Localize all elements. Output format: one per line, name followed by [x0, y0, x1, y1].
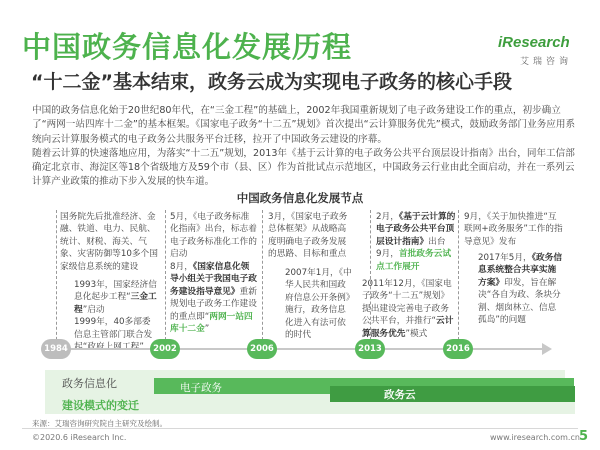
page-number: 5 — [579, 429, 589, 444]
milestone-2013-top — [376, 211, 456, 273]
milestone-2013-bottom — [362, 278, 454, 340]
page-subtitle: “十二金”基本结束，政务云成为实现电子政务的核心手段 — [31, 71, 512, 93]
milestone-1984-top: 国务院先后批准经济、金融、铁道、电力、民航、统计、财税、海关、气象、灾害防御等10多个国家级信息系统的建设 — [60, 212, 158, 272]
milestone-text: 9月， — [376, 249, 399, 260]
logo-brand: iResearch — [498, 34, 570, 51]
milestone-highlight: 两网一站四库十二金 — [170, 311, 253, 335]
milestone-bold: 《国家信息化领导小组关于我国电子政务建设指导意见》 — [170, 262, 257, 297]
milestone-bold: 《政务信息系统整合共享实施方案》 — [478, 253, 563, 288]
milestone-2002-bottom — [170, 261, 258, 335]
milestone-1984-bottom — [74, 279, 158, 353]
page-title: 中国政务信息化发展历程 — [22, 30, 353, 64]
year-marker-2016: 2016 — [443, 339, 473, 359]
milestone-text: 8月， — [170, 262, 193, 272]
milestone-text: 出台 — [428, 236, 446, 247]
copyright: ©2020.6 iResearch Inc. — [32, 433, 127, 442]
milestone-2002-top: 5月，《电子政务标准化指南》出台，标志着电子政务标准化工作的启动 — [170, 212, 257, 260]
milestone-bold: 三金工程 — [74, 292, 157, 315]
footer-divider — [22, 428, 578, 429]
source-note: 来源：艾瑞咨询研究院自主研究及绘制。 — [32, 419, 167, 428]
iresearch-logo — [498, 34, 582, 70]
logo-cn: 艾瑞咨询 — [520, 57, 573, 67]
milestone-text: 2011年12月，《国家电子政务“十二五”规划》提出建设完善电子政务公共平台，并推行“ — [362, 279, 452, 327]
era-label-govcloud: 政务云 — [384, 389, 416, 401]
intro-paragraph: 中国的政务信息化始于20世纪80年代，在“三金工程”的基础上，2002年我国重新规划了电子政务建设工作的重点，初步确立了“两网一站四库十二金”的基本框架。《国家电子政务“十二五”规划》首次提出“云计算服务优先”模式，鼓励政务部门业务应用系统向云计算服务模式的电子政务公共服务平台迁移，拉开了中国政务云建设的序幕。 — [32, 105, 576, 145]
milestone-text: 印发，旨在解决“各自为政、条块分割、烟囱林立、信息孤岛”的问题 — [478, 277, 561, 326]
era-label-egov: 电子政务 — [180, 382, 222, 394]
timeline-title: 中国政务信息化发展节点 — [236, 191, 364, 205]
era-bar-govcloud — [330, 386, 575, 402]
milestone-text: 2月， — [376, 212, 399, 222]
era-label-informatization: 政务信息化 — [62, 377, 117, 390]
milestone-text: ” — [204, 324, 210, 335]
intro-text — [32, 104, 578, 190]
intro-paragraph: 随着云计算的快速落地应用，为落实“十二五”规划，2013年《基于云计算的电子政务公共平台顶层设计指南》出台，同年工信部确定北京市、海淀区等18个省级地方及59个市（县、区）作为首批试点示范地区，中国政务云行业由此全面启动，并在一系列云计算产业政策的推动下步入发展的快车道。 — [32, 147, 575, 188]
timeline-connector — [165, 210, 166, 340]
milestone-bold: 《基于云计算的电子政务公共平台顶层设计指南》 — [376, 212, 456, 247]
era-label-change: 建设模式的变迁 — [62, 399, 139, 412]
milestone-2016-bottom — [478, 252, 564, 326]
timeline-connector — [458, 210, 459, 340]
milestone-text: 2017年5月， — [478, 253, 532, 263]
milestone-2006-bottom: 2007年1月，《中华人民共和国政府信息公开条例》施行，政务信息化进入有法可依的时代 — [285, 268, 352, 341]
year-marker-2002: 2002 — [150, 339, 180, 359]
milestone-text: 1993年，国家经济信息化起步工程“ — [74, 280, 157, 303]
milestone-text: 重新规划电子政务工作建设的重点即“ — [170, 286, 257, 322]
milestone-bold: 云计算服务优先 — [362, 316, 454, 339]
milestone-text: 1999年，40多部委信息主管部门联合发 — [74, 317, 153, 340]
milestone-2016-top: 9月，《关于加快推进“互联网+政务服务”工作的指导意见》发布 — [464, 212, 563, 247]
milestone-text: ”启动 — [82, 304, 105, 315]
milestone-2006-top: 3月，《国家电子政务总体框架》从战略高度明确电子政务发展的思路、目标和重点 — [268, 212, 348, 260]
year-marker-2006: 2006 — [247, 339, 277, 359]
website: www.iresearch.com.cn — [490, 433, 580, 442]
timeline-connector — [56, 210, 57, 345]
milestone-highlight: 首批政务云试点工作展开 — [376, 249, 452, 272]
milestone-text: ”模式 — [405, 328, 428, 339]
timeline-arrow-icon — [542, 343, 552, 355]
year-marker-1984: 1984 — [41, 339, 71, 359]
timeline-connector — [262, 210, 263, 340]
year-marker-2013: 2013 — [355, 339, 385, 359]
